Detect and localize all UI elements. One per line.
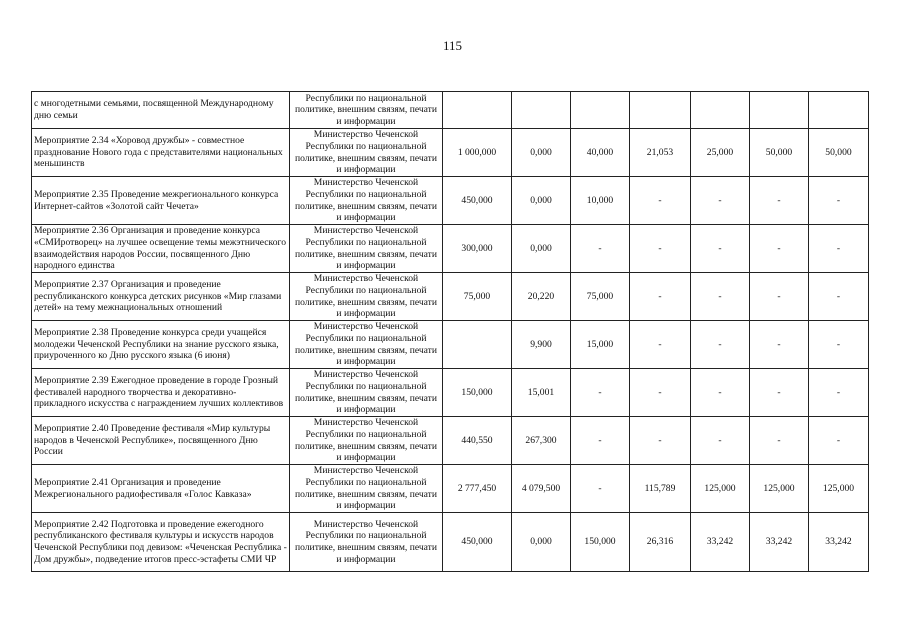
value-cell: 125,000 xyxy=(691,465,750,513)
value-cell: 125,000 xyxy=(809,465,869,513)
activity-name: Мероприятие 2.37 Организация и проведение республиканского конкурса детских рисунков «Мир глазами детей» на тему межнациональных отношений xyxy=(32,273,290,321)
value-cell: 50,000 xyxy=(809,129,869,177)
value-cell: 20,220 xyxy=(512,273,571,321)
table-row xyxy=(32,92,869,129)
table-row xyxy=(32,225,869,273)
table-row xyxy=(32,177,869,225)
executor-cell: Министерство Чеченской Республики по национальной политике, внешним связям, печати и информации xyxy=(290,369,443,417)
activity-name: Мероприятие 2.34 «Хоровод дружбы» - совместное празднование Нового года с представителями национальных меньшинств xyxy=(32,129,290,177)
activity-name: Мероприятие 2.40 Проведение фестиваля «Мир культуры народов в Чеченской Республике», посвященного Дню России xyxy=(32,417,290,465)
value-cell: 450,000 xyxy=(443,177,512,225)
activity-name: Мероприятие 2.42 Подготовка и проведение ежегодного республиканского фестиваля культуры и искусств народов Чеченской Республики под девизом: «Чеченская Республика - Дом дружбы», подведение итогов пресс-эстафеты СМИ ЧР xyxy=(32,513,290,572)
value-cell: 33,242 xyxy=(691,513,750,572)
value-cell: 15,000 xyxy=(571,321,630,369)
value-cell: 50,000 xyxy=(750,129,809,177)
executor-cell: Министерство Чеченской Республики по национальной политике, внешним связям, печати и информации xyxy=(290,465,443,513)
executor-cell: Министерство Чеченской Республики по национальной политике, внешним связям, печати и информации xyxy=(290,129,443,177)
value-cell xyxy=(750,92,809,129)
value-cell: - xyxy=(691,321,750,369)
value-cell: - xyxy=(809,321,869,369)
table-row xyxy=(32,513,869,572)
activity-name: Мероприятие 2.41 Организация и проведение Межрегионального радиофестиваля «Голос Кавказа» xyxy=(32,465,290,513)
value-cell: - xyxy=(809,177,869,225)
value-cell: 267,300 xyxy=(512,417,571,465)
value-cell: 4 079,500 xyxy=(512,465,571,513)
page-number: 115 xyxy=(442,38,463,53)
table-row xyxy=(32,369,869,417)
executor-cell: Министерство Чеченской Республики по национальной политике, внешним связям, печати и информации xyxy=(290,225,443,273)
value-cell: 150,000 xyxy=(443,369,512,417)
value-cell: 0,000 xyxy=(512,177,571,225)
value-cell: 75,000 xyxy=(443,273,512,321)
executor-cell: Министерство Чеченской Республики по национальной политике, внешним связям, печати и информации xyxy=(290,513,443,572)
value-cell: - xyxy=(691,225,750,273)
value-cell: - xyxy=(750,369,809,417)
value-cell: 150,000 xyxy=(571,513,630,572)
value-cell: 9,900 xyxy=(512,321,571,369)
value-cell: - xyxy=(630,225,691,273)
value-cell xyxy=(571,92,630,129)
table-row xyxy=(32,417,869,465)
value-cell: - xyxy=(630,369,691,417)
activities-table xyxy=(31,91,869,572)
value-cell: 2 777,450 xyxy=(443,465,512,513)
value-cell: - xyxy=(630,273,691,321)
value-cell: - xyxy=(630,177,691,225)
value-cell: - xyxy=(571,369,630,417)
value-cell: - xyxy=(691,417,750,465)
executor-cell: Республики по национальной политике, внешним связям, печати и информации xyxy=(290,92,443,129)
activity-name: с многодетными семьями, посвященной Международному дню семьи xyxy=(32,92,290,129)
value-cell: 450,000 xyxy=(443,513,512,572)
value-cell: - xyxy=(630,321,691,369)
executor-cell: Министерство Чеченской Республики по национальной политике, внешним связям, печати и информации xyxy=(290,417,443,465)
value-cell: 25,000 xyxy=(691,129,750,177)
value-cell xyxy=(512,92,571,129)
executor-cell: Министерство Чеченской Республики по национальной политике, внешним связям, печати и информации xyxy=(290,273,443,321)
value-cell: 21,053 xyxy=(630,129,691,177)
value-cell xyxy=(809,92,869,129)
value-cell: - xyxy=(750,417,809,465)
value-cell: 115,789 xyxy=(630,465,691,513)
value-cell: - xyxy=(571,465,630,513)
table-body xyxy=(32,92,869,572)
value-cell: - xyxy=(750,225,809,273)
value-cell: 15,001 xyxy=(512,369,571,417)
value-cell: - xyxy=(809,225,869,273)
activity-name: Мероприятие 2.36 Организация и проведение конкурса «СМИротворец» на лучшее освещение темы межэтнического взаимодействия народов России, посвященного Дню народного единства xyxy=(32,225,290,273)
value-cell xyxy=(443,321,512,369)
value-cell: 0,000 xyxy=(512,513,571,572)
table-row xyxy=(32,129,869,177)
table-row xyxy=(32,465,869,513)
value-cell: 33,242 xyxy=(809,513,869,572)
value-cell: 10,000 xyxy=(571,177,630,225)
executor-cell: Министерство Чеченской Республики по национальной политике, внешним связям, печати и информации xyxy=(290,177,443,225)
value-cell: - xyxy=(809,417,869,465)
value-cell: 26,316 xyxy=(630,513,691,572)
value-cell: 75,000 xyxy=(571,273,630,321)
table-row xyxy=(32,321,869,369)
value-cell: - xyxy=(571,225,630,273)
value-cell: - xyxy=(691,273,750,321)
value-cell: - xyxy=(750,177,809,225)
value-cell xyxy=(443,92,512,129)
value-cell: 33,242 xyxy=(750,513,809,572)
activity-name: Мероприятие 2.39 Ежегодное проведение в городе Грозный фестивалей народного творчества и декоративно-прикладного искусства с награждением лучших коллективов xyxy=(32,369,290,417)
value-cell xyxy=(630,92,691,129)
value-cell: 40,000 xyxy=(571,129,630,177)
value-cell: - xyxy=(750,321,809,369)
value-cell: 300,000 xyxy=(443,225,512,273)
value-cell: - xyxy=(571,417,630,465)
value-cell: 0,000 xyxy=(512,129,571,177)
value-cell: 0,000 xyxy=(512,225,571,273)
value-cell xyxy=(691,92,750,129)
value-cell: - xyxy=(809,273,869,321)
value-cell: 125,000 xyxy=(750,465,809,513)
value-cell: - xyxy=(630,417,691,465)
value-cell: 1 000,000 xyxy=(443,129,512,177)
value-cell: - xyxy=(809,369,869,417)
activity-name: Мероприятие 2.35 Проведение межрегионального конкурса Интернет-сайтов «Золотой сайт Чечета» xyxy=(32,177,290,225)
value-cell: - xyxy=(691,177,750,225)
value-cell: 440,550 xyxy=(443,417,512,465)
activity-name: Мероприятие 2.38 Проведение конкурса среди учащейся молодежи Чеченской Республики на знание русского языка, приуроченного ко Дню русского языка (6 июня) xyxy=(32,321,290,369)
executor-cell: Министерство Чеченской Республики по национальной политике, внешним связям, печати и информации xyxy=(290,321,443,369)
value-cell: - xyxy=(750,273,809,321)
value-cell: - xyxy=(691,369,750,417)
table-row xyxy=(32,273,869,321)
